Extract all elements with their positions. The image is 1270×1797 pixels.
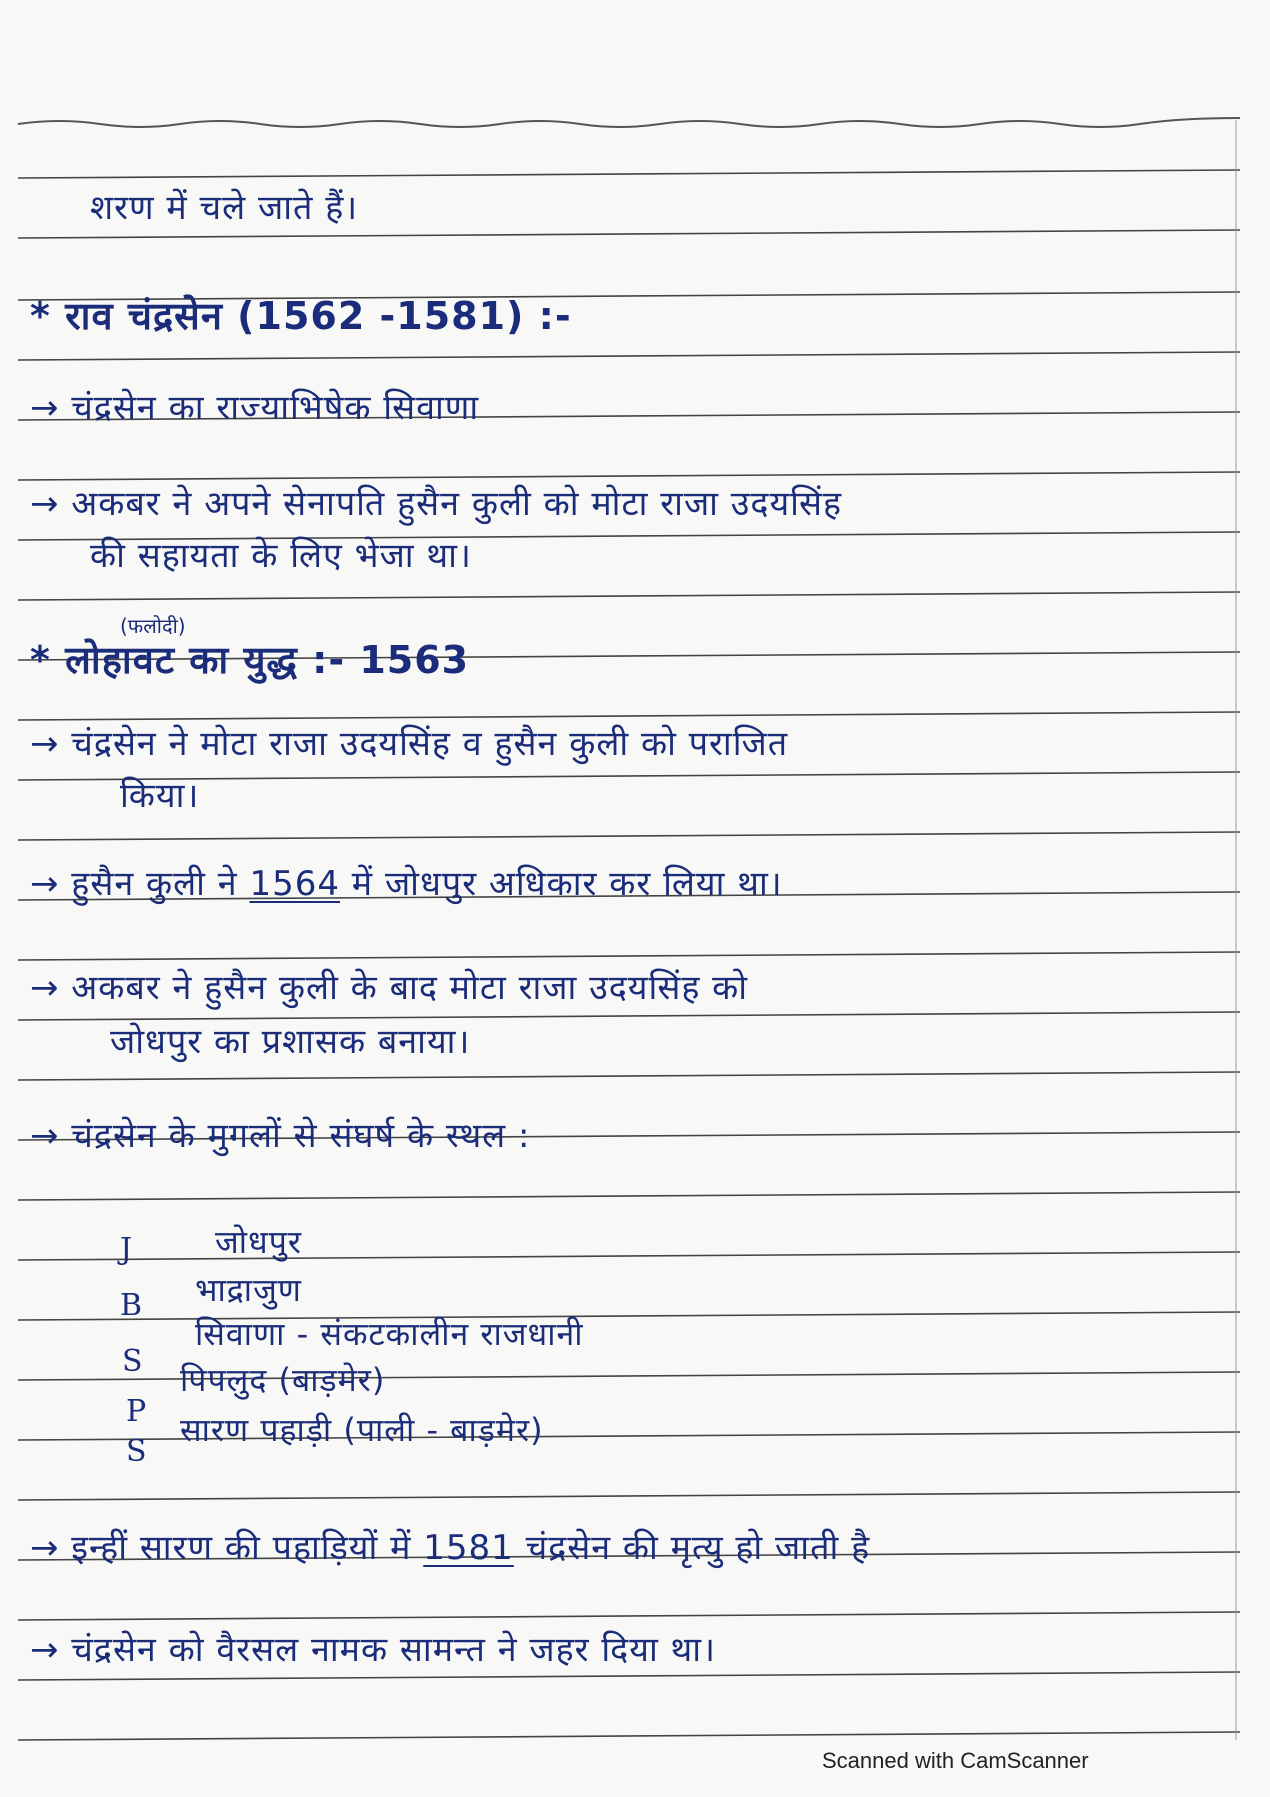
note-line-rajyabhishek: → चंद्रसेन का राज्याभिषेक सिवाणा bbox=[30, 388, 480, 428]
note-line-akbar-husain: → अकबर ने अपने सेनापति हुसैन कुली को मोटा राजा उदयसिंह bbox=[30, 484, 843, 524]
note-line-sangharsh-sthal: → चंद्रसेन के मुगलों से संघर्ष के स्थल : bbox=[30, 1116, 531, 1156]
place-item: भाद्राजुण bbox=[195, 1271, 302, 1309]
line8-pre: → इन्हीं सारण की पहाड़ियों में bbox=[30, 1528, 424, 1568]
note-line-saran-mrityu bbox=[30, 1528, 870, 1568]
note-line-sahayata: की सहायता के लिए भेजा था। bbox=[90, 536, 472, 576]
place-letter: P bbox=[126, 1394, 147, 1429]
place-item: पिपलुद (बाड़मेर) bbox=[180, 1361, 386, 1399]
place-item: जोधपुर bbox=[215, 1223, 302, 1261]
note-line-vairsal-jahar: → चंद्रसेन को वैरसल नामक सामन्त ने जहर दिया था। bbox=[30, 1630, 716, 1670]
heading-lohawat-war: * लोहावट का युद्ध :- 1563 bbox=[30, 638, 470, 682]
camscanner-watermark: Scanned with CamScanner bbox=[822, 1748, 1089, 1773]
note-line-sharan: शरण में चले जाते हैं। bbox=[90, 188, 359, 228]
note-line-jodhpur-adhikar bbox=[30, 864, 783, 904]
place-item: सिवाणा - संकटकालीन राजधानी bbox=[195, 1315, 584, 1353]
heading-note-phalodi: (फलोदी) bbox=[120, 614, 186, 638]
note-line-prashasak: जोधपुर का प्रशासक बनाया। bbox=[110, 1022, 471, 1062]
place-item: सारण पहाड़ी (पाली - बाड़मेर) bbox=[180, 1411, 544, 1449]
note-line-parajit: → चंद्रसेन ने मोटा राजा उदयसिंह व हुसैन कुली को पराजित bbox=[30, 724, 789, 764]
heading-rao-chandrasen: * राव चंद्रसेन (1562 -1581) :- bbox=[30, 294, 572, 338]
place-letter: S bbox=[126, 1434, 147, 1469]
note-line-kiya: किया। bbox=[120, 776, 200, 816]
place-letter: B bbox=[120, 1288, 143, 1323]
line5-pre: → हुसैन कुली ने bbox=[30, 864, 250, 904]
place-letter: S bbox=[122, 1344, 143, 1379]
year-1564: 1564 bbox=[249, 864, 340, 904]
place-letter: J bbox=[120, 1232, 133, 1267]
line5-post: में जोधपुर अधिकार कर लिया था। bbox=[340, 864, 783, 904]
note-line-akbar-udaysingh: → अकबर ने हुसैन कुली के बाद मोटा राजा उदयसिंह को bbox=[30, 968, 749, 1008]
year-1581: 1581 bbox=[423, 1528, 514, 1568]
line8-post: चंद्रसेन की मृत्यु हो जाती है bbox=[513, 1528, 871, 1568]
